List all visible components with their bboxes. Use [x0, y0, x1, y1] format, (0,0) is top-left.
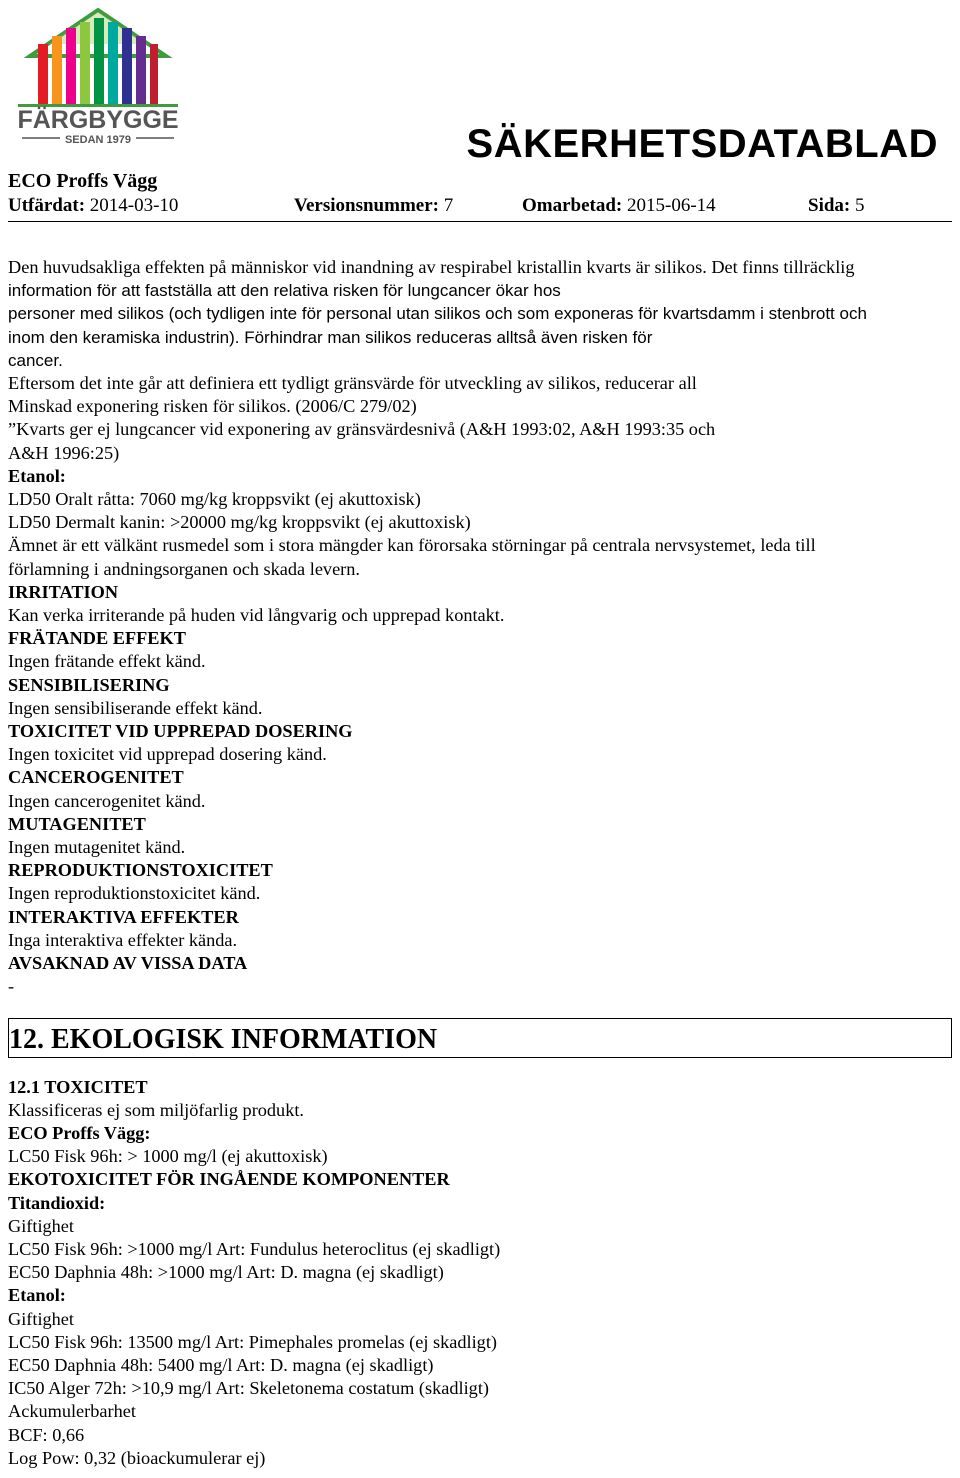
body-text-line: information för att fastställa att den relativa risken för lungcancer ökar hos [8, 281, 561, 301]
revised-value: 2015-06-14 [627, 195, 716, 216]
section-subheading: AVSAKNAD AV VISSA DATA [8, 953, 248, 974]
section-subheading: TOXICITET VID UPPREPAD DOSERING [8, 721, 353, 742]
page-value: 5 [855, 195, 865, 216]
body-text-line: Ackumulerbarhet [8, 1401, 136, 1422]
body-text-line: EC50 Daphnia 48h: 5400 mg/l Art: D. magna (ej skadligt) [8, 1354, 434, 1375]
body-text-line: IC50 Alger 72h: >10,9 mg/l Art: Skeletonema costatum (skadligt) [8, 1378, 489, 1399]
body-text-line: cancer. [8, 350, 63, 370]
version-label: Versionsnummer: [294, 195, 439, 216]
issued-value: 2014-03-10 [89, 195, 179, 216]
body-text-line: Ingen mutagenitet känd. [8, 837, 186, 858]
body-text-line: Kan verka irriterande på huden vid långvarig och upprepad kontakt. [8, 605, 505, 626]
body-text-line: BCF: 0,66 [8, 1424, 85, 1445]
body-text-line: A&H 1996:25) [8, 442, 120, 463]
body-text-line: Giftighet [8, 1215, 75, 1236]
body-text-line: Log Pow: 0,32 (bioackumulerar ej) [8, 1447, 266, 1468]
document-body [8, 256, 952, 1470]
document-title: SÄKERHETSDATABLAD [466, 122, 938, 166]
version-field [294, 195, 453, 217]
version-value: 7 [443, 195, 454, 216]
body-text-line: - [8, 976, 15, 997]
document-meta-row [8, 195, 952, 222]
section-subheading: MUTAGENITET [8, 813, 146, 834]
body-text-line: Minskad exponering risken för silikos. (2006/C 279/02) [8, 396, 417, 417]
body-text-line: inom den keramiska industrin). Förhindrar man silikos reduceras alltså även risken för [8, 327, 653, 347]
section-subheading: FRÄTANDE EFFEKT [8, 628, 186, 649]
ecology-text-block [8, 1076, 952, 1470]
section-subheading: CANCEROGENITET [8, 767, 184, 788]
section-subheading: 12.1 TOXICITET [8, 1076, 148, 1097]
body-text-line: EC50 Daphnia 48h: >1000 mg/l Art: D. magna (ej skadligt) [8, 1262, 444, 1283]
body-text-line: personer med silikos (och tydligen inte för personal utan silikos och som exponeras för kvartsdamm i stenbrott och [8, 304, 867, 324]
body-text-line: Ingen reproduktionstoxicitet känd. [8, 883, 261, 904]
section-subheading: Etanol: [8, 465, 66, 486]
logo-graphic [8, 6, 188, 146]
body-text-line: LD50 Oralt råtta: 7060 mg/kg kroppsvikt (ej akuttoxisk) [8, 489, 421, 510]
logo-subtext: SEDAN 1979 [64, 134, 132, 146]
issued-label: Utfärdat: [8, 195, 86, 216]
body-text-line: förlamning i andningsorganen och skada levern. [8, 558, 360, 579]
section-subheading: Etanol: [8, 1285, 66, 1306]
body-text-line: Ingen sensibiliserande effekt känd. [8, 697, 263, 718]
body-text-line: Inga interaktiva effekter kända. [8, 929, 238, 950]
section-subheading: REPRODUKTIONSTOXICITET [8, 860, 273, 881]
section-subheading: ECO Proffs Vägg: [8, 1122, 151, 1143]
section-12-heading: 12. EKOLOGISK INFORMATION [8, 1018, 952, 1058]
body-text-line: LC50 Fisk 96h: > 1000 mg/l (ej akuttoxisk) [8, 1146, 328, 1167]
logo-text: FÄRGBYGGE [17, 106, 179, 134]
section-subheading: IRRITATION [8, 581, 119, 602]
section-subheading: EKOTOXICITET FÖR INGÅENDE KOMPONENTER [8, 1169, 450, 1190]
body-text-line: ”Kvarts ger ej lungcancer vid exponering av gränsvärdesnivå (A&H 1993:02, A&H 1993:35 och [8, 419, 716, 440]
body-text-line: Den huvudsakliga effekten på människor vid inandning av respirabel kristallin kvarts är silikos. Det finns tillräcklig [8, 257, 855, 277]
issued-field [8, 195, 178, 217]
revised-label: Omarbetad: [522, 195, 623, 216]
body-text-line: Ämnet är ett välkänt rusmedel som i stora mängder kan förorsaka störningar på centrala nervsystemet, leda till [8, 535, 816, 556]
section-subheading: Titandioxid: [8, 1192, 106, 1213]
page-label: Sida: [808, 195, 851, 216]
revised-field [522, 195, 716, 217]
body-text-line: Ingen toxicitet vid upprepad dosering känd. [8, 744, 327, 765]
product-name: ECO Proffs Vägg [8, 170, 158, 192]
company-logo [8, 6, 188, 146]
body-text-line: Giftighet [8, 1308, 75, 1329]
body-text-line: LC50 Fisk 96h: 13500 mg/l Art: Pimephales promelas (ej skadligt) [8, 1331, 497, 1352]
body-text-line: Ingen cancerogenitet känd. [8, 790, 206, 811]
section-subheading: INTERAKTIVA EFFEKTER [8, 906, 239, 927]
page-field [808, 195, 865, 217]
toxicology-text-block [8, 256, 952, 999]
body-text-line: Klassificeras ej som miljöfarlig produkt. [8, 1099, 304, 1120]
body-text-line: Ingen frätande effekt känd. [8, 651, 206, 672]
body-text-line: LD50 Dermalt kanin: >20000 mg/kg kroppsvikt (ej akuttoxisk) [8, 512, 471, 533]
section-subheading: SENSIBILISERING [8, 674, 170, 695]
body-text-line: Eftersom det inte går att definiera ett tydligt gränsvärde för utveckling av silikos, reducerar all [8, 373, 697, 394]
body-text-line: LC50 Fisk 96h: >1000 mg/l Art: Fundulus heteroclitus (ej skadligt) [8, 1238, 501, 1259]
